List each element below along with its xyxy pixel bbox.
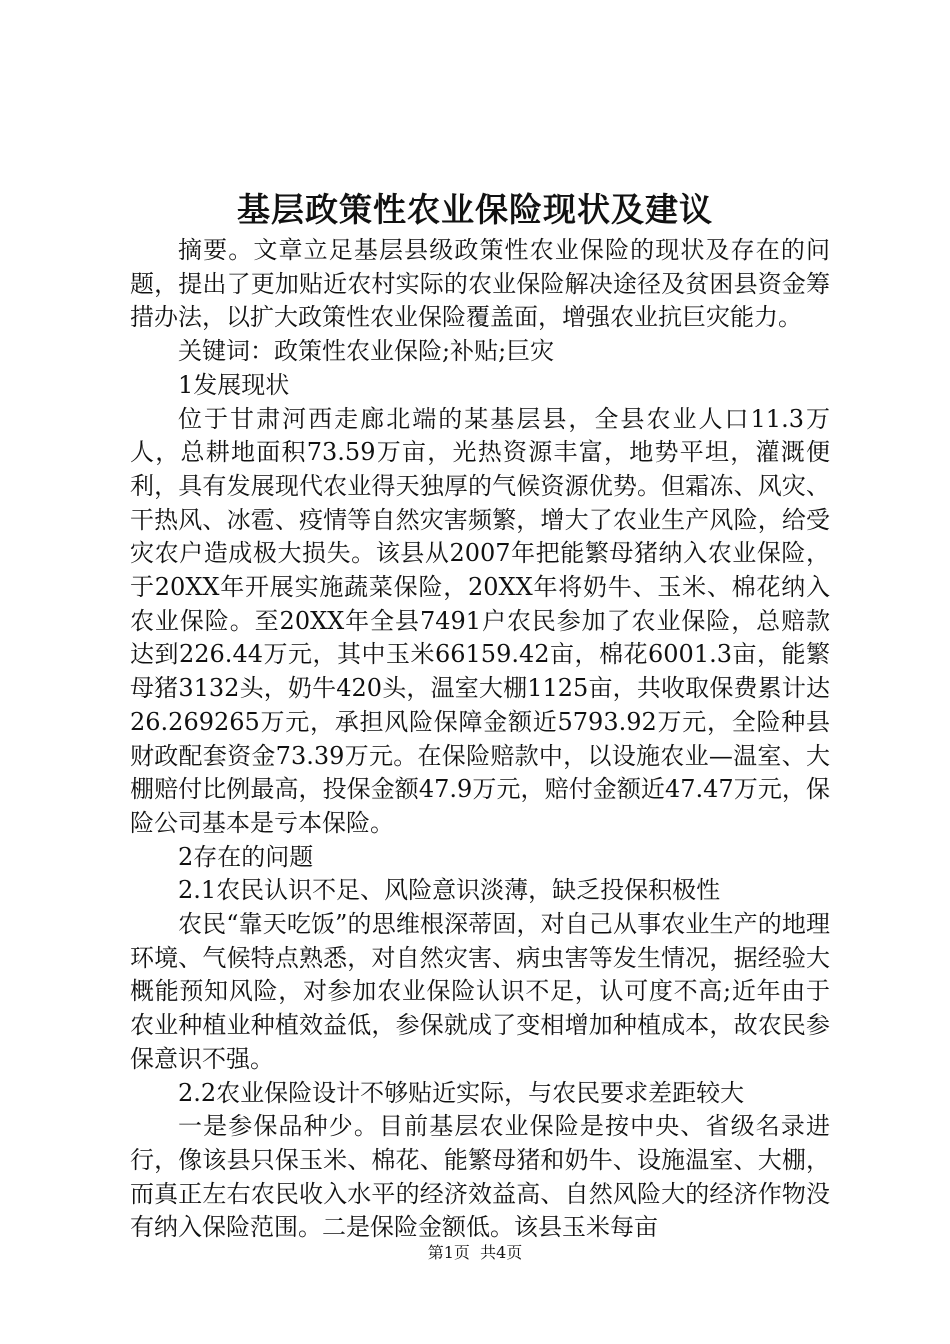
page-footer [0, 1242, 950, 1264]
body-paragraph: 位于甘肃河西走廊北端的某基层县，全县农业人口11.3万人，总耕地面积73.59万亩，光热资源丰富，地势平坦，灌溉便利，具有发展现代农业得天独厚的气候资源优势。但霜冻、风灾、干热风、冰雹、疫情等自然灾害频繁，增大了农业生产风险，给受灾农户造成极大损失。该县从2007年把能繁母猪纳入农业保险，于20XX年开展实施蔬菜保险，20XX年将奶牛、玉米、棉花纳入农业保险。至20XX年全县7491户农民参加了农业保险，总赔款达到226.44万元，其中玉米66159.42亩，棉花6001.3亩，能繁母猪3132头，奶牛420头，温室大棚1125亩，共收取保费累计达26.269265万元，承担风险保障金额近5793.92万元，全险种县财政配套资金73.39万元。在保险赔款中，以设施农业—温室、大棚赔付比例最高，投保金额47.9万元，赔付金额近47.47万元，保险公司基本是亏本保险。 [130, 404, 830, 837]
footer-spacer [470, 1243, 480, 1262]
keywords-line: 关键词：政策性农业保险;补贴;巨灾 [178, 337, 555, 366]
subsection-heading: 2.2农业保险设计不够贴近实际，与农民要求差距较大 [178, 1078, 745, 1107]
section-heading: 1发展现状 [178, 370, 290, 399]
subsection-heading: 2.1农民认识不足、风险意识淡薄，缺乏投保积极性 [178, 876, 721, 905]
document-body [130, 234, 830, 1245]
section-heading: 2存在的问题 [178, 842, 314, 871]
document-title: 基层政策性农业保险现状及建议 [237, 190, 713, 229]
page-number: 第1页 [427, 1243, 470, 1262]
page-total: 共4页 [480, 1243, 523, 1262]
abstract-paragraph: 摘要。文章立足基层县级政策性农业保险的现状及存在的问题，提出了更加贴近农村实际的农业保险解决途径及贫困县资金筹措办法，以扩大政策性农业保险覆盖面，增强农业抗巨灾能力。 [130, 236, 830, 332]
body-paragraph: 一是参保品种少。目前基层农业保险是按中央、省级名录进行，像该县只保玉米、棉花、能繁母猪和奶牛、设施温室、大棚，而真正左右农民收入水平的经济效益高、自然风险大的经济作物没有纳入保险范围。二是保险金额低。该县玉米每亩 [130, 1112, 830, 1242]
body-paragraph: 农民“靠天吃饭”的思维根深蒂固，对自己从事农业生产的地理环境、气候特点熟悉，对自然灾害、病虫害等发生情况，据经验大概能预知风险，对参加农业保险认识不足，认可度不高;近年由于农业种植业种植效益低，参保就成了变相增加种植成本，故农民参保意识不强。 [130, 910, 830, 1073]
